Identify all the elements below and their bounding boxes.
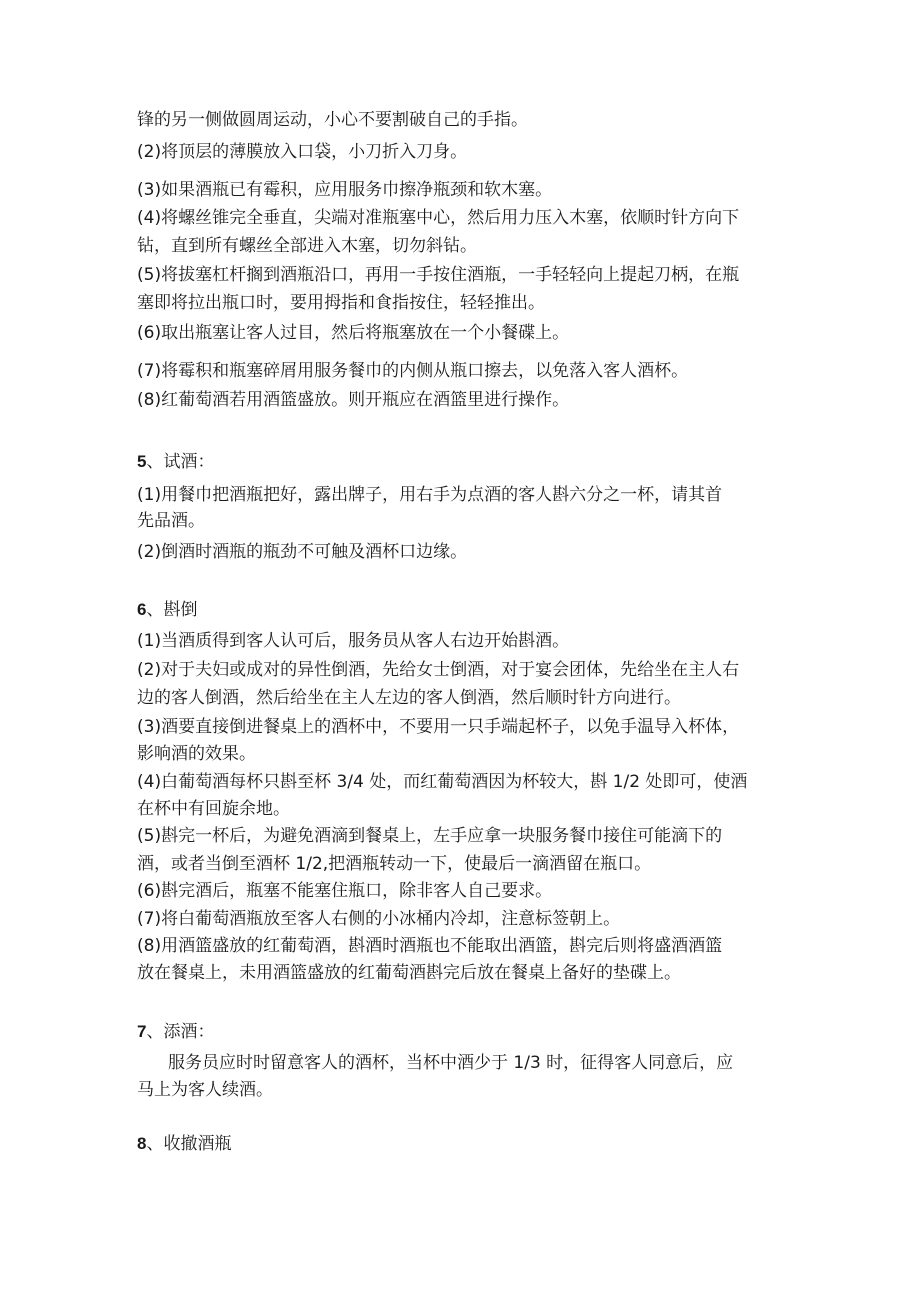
text-line: (5)将拔塞杠杆搁到酒瓶沿口，再用一手按住酒瓶，一手轻轻向上提起刀柄，在瓶 (137, 265, 740, 285)
heading-text: 、收撤酒瓶 (146, 1134, 232, 1154)
text-line: 锋的另一侧做圆周运动，小心不要割破自己的手指。 (137, 110, 528, 130)
text-line: 塞即将拉出瓶口时，要用拇指和食指按住，轻轻推出。 (137, 293, 545, 313)
heading-text: 、试酒： (146, 452, 215, 472)
text-line: (8)用酒篮盛放的红葡萄酒，斟酒时酒瓶也不能取出酒篮，斟完后则将盛酒酒篮 (137, 936, 723, 956)
text-line: (3)如果酒瓶已有霉积，应用服务巾擦净瓶颈和软木塞。 (137, 180, 553, 200)
text-line: (7)将白葡萄酒瓶放至客人右侧的小冰桶内冷却，注意标签朝上。 (137, 909, 621, 929)
section-heading (137, 1133, 231, 1155)
text-line: (6)斟完酒后，瓶塞不能塞住瓶口，除非客人自己要求。 (137, 881, 553, 901)
text-line: 酒，或者当倒至酒杯 1/2,把酒瓶转动一下，使最后一滴酒留在瓶口。 (137, 854, 652, 874)
section-heading (137, 599, 197, 621)
text-line: (6)取出瓶塞让客人过目，然后将瓶塞放在一个小餐碟上。 (137, 323, 570, 343)
text-line: (5)斟完一杯后，为避免酒滴到餐桌上，左手应拿一块服务餐巾接住可能滴下的 (137, 826, 723, 846)
text-line: (2)将顶层的薄膜放入口袋，小刀折入刀身。 (137, 142, 468, 162)
text-line: (7)将霉积和瓶塞碎屑用服务餐巾的内侧从瓶口擦去，以免落入客人酒杯。 (137, 361, 689, 381)
text-line: 服务员应时时留意客人的酒杯，当杯中酒少于 1/3 时，征得客人同意后，应 (168, 1053, 734, 1073)
text-line: (1)当酒质得到客人认可后，服务员从客人右边开始斟酒。 (137, 631, 570, 651)
heading-number: 6 (137, 600, 147, 619)
section-heading (137, 451, 214, 473)
text-line: (8)红葡萄酒若用酒篮盛放。则开瓶应在酒篮里进行操作。 (137, 390, 570, 410)
text-line: (3)酒要直接倒进餐桌上的酒杯中，不要用一只手端起杯子，以免手温导入杯体， (137, 717, 740, 737)
heading-number: 5 (137, 452, 147, 471)
text-line: (1)用餐巾把酒瓶把好，露出牌子，用右手为点酒的客人斟六分之一杯，请其首 (137, 485, 723, 505)
text-line: (2)倒酒时酒瓶的瓶劲不可触及酒杯口边缘。 (137, 542, 468, 562)
section-heading (137, 1021, 214, 1043)
text-line: 边的客人倒酒，然后给坐在主人左边的客人倒酒，然后顺时针方向进行。 (137, 688, 681, 708)
text-line: 影响酒的效果。 (137, 744, 256, 764)
text-line: (4)将螺丝锥完全垂直，尖端对准瓶塞中心，然后用力压入木塞，依顺时针方向下 (137, 208, 740, 228)
text-line: 在杯中有回旋余地。 (137, 799, 290, 819)
text-line: 马上为客人续酒。 (137, 1080, 273, 1100)
text-line: (2)对于夫妇或成对的异性倒酒，先给女士倒酒，对于宴会团体，先给坐在主人右 (137, 660, 740, 680)
text-line: (4)白葡萄酒每杯只斟至杯 3/4 处，而红葡萄酒因为杯较大，斟 1/2 处即可，使酒 (137, 772, 748, 792)
heading-number: 8 (137, 1134, 147, 1153)
text-line: 钻，直到所有螺丝全部进入木塞，切勿斜钻。 (137, 236, 477, 256)
text-line: 先品酒。 (137, 511, 205, 531)
heading-text: 、斟倒 (146, 600, 198, 620)
heading-text: 、添酒： (146, 1022, 215, 1042)
text-line: 放在餐桌上，未用酒篮盛放的红葡萄酒斟完后放在餐桌上备好的垫碟上。 (137, 963, 681, 983)
heading-number: 7 (137, 1022, 147, 1041)
